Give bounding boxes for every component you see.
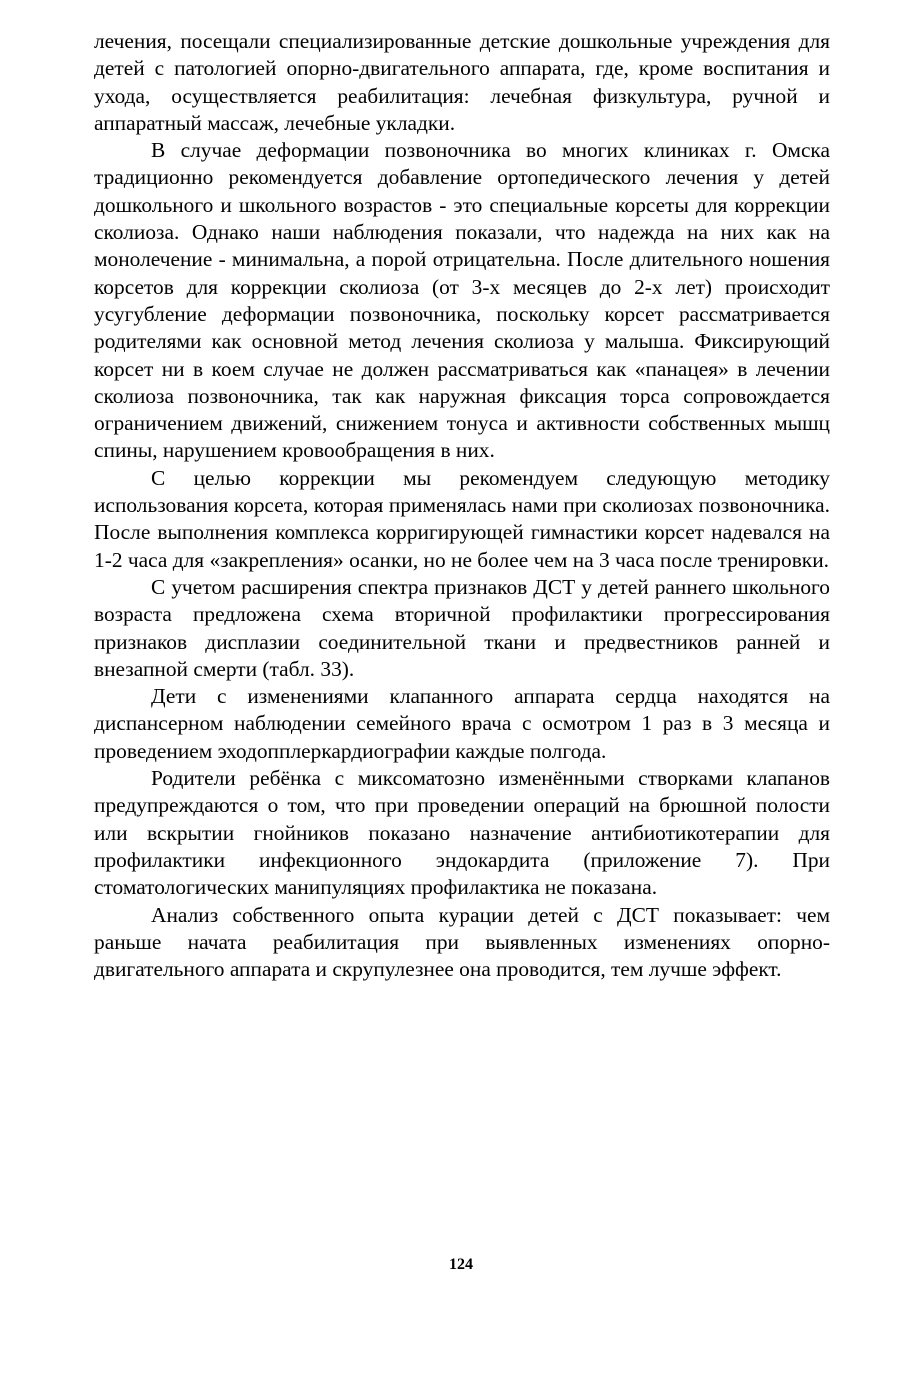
paragraph-3: С целью коррекции мы рекомендуем следующую методику использования корсета, которая применялась нами при сколиозах позвоночника. После выполнения комплекса корригирующей гимнастики корсет надевался на 1-2 часа для «закрепления» осанки, но не более чем на 3 часа после тренировки. <box>94 465 830 572</box>
paragraph-7: Анализ собственного опыта курации детей с ДСТ показывает: чем раньше начата реабилитация при выявленных изменениях опорно-двигательного аппарата и скрупулезнее она проводится, тем лучше эффект. <box>94 902 830 982</box>
paragraph-2: В случае деформации позвоночника во многих клиниках г. Омска традиционно рекомендуется добавление ортопедического лечения у детей дошкольного и школьного возрастов - это специальные корсеты для коррекции сколиоза. Однако наши наблюдения показали, что надежда на них как на монолечение - минимальна, а порой отрицательна. После длительного ношения корсетов для коррекции сколиоза (от 3-х месяцев до 2-х лет) происходит усугубление деформации позвоночника, поскольку корсет рассматривается родителями как основной метод лечения сколиоза у малыша. Фиксирующий корсет ни в коем случае не должен рассматриваться как «панацея» в лечении сколиоза позвоночника, так как наружная фиксация торса сопровождается ограничением движений, снижением тонуса и активности собственных мышц спины, нарушением кровообращения в них. <box>94 138 830 463</box>
paragraph-4: С учетом расширения спектра признаков ДСТ у детей раннего школьного возраста предложена схема вторичной профилактики прогрессирования признаков дисплазии соединительной ткани и предвестников ранней и внезапной смерти (табл. 33). <box>94 574 830 681</box>
paragraph-6: Родители ребёнка с миксоматозно изменёнными створками клапанов предупреждаются о том, что при проведении операций на брюшной полости или вскрытии гнойников показано назначение антибиотикотерапии для профилактики инфекционного эндокардита (приложение 7). При стоматологических манипуляциях профилактика не показана. <box>94 766 830 900</box>
page-number: 124 <box>449 1256 473 1273</box>
paragraph-5: Дети с изменениями клапанного аппарата сердца находятся на диспансерном наблюдении семейного врача с осмотром 1 раз в 3 месяца и проведением эходопплеркардиографии каждые полгода. <box>94 684 830 763</box>
body-text <box>94 28 830 983</box>
paragraph-1: лечения, посещали специализированные детские дошкольные учреждения для детей с патологией опорно-двигательного аппарата, где, кроме воспитания и ухода, осуществляется реабилитация: лечебная физкультура, ручной и аппаратный массаж, лечебные укладки. <box>94 29 830 135</box>
